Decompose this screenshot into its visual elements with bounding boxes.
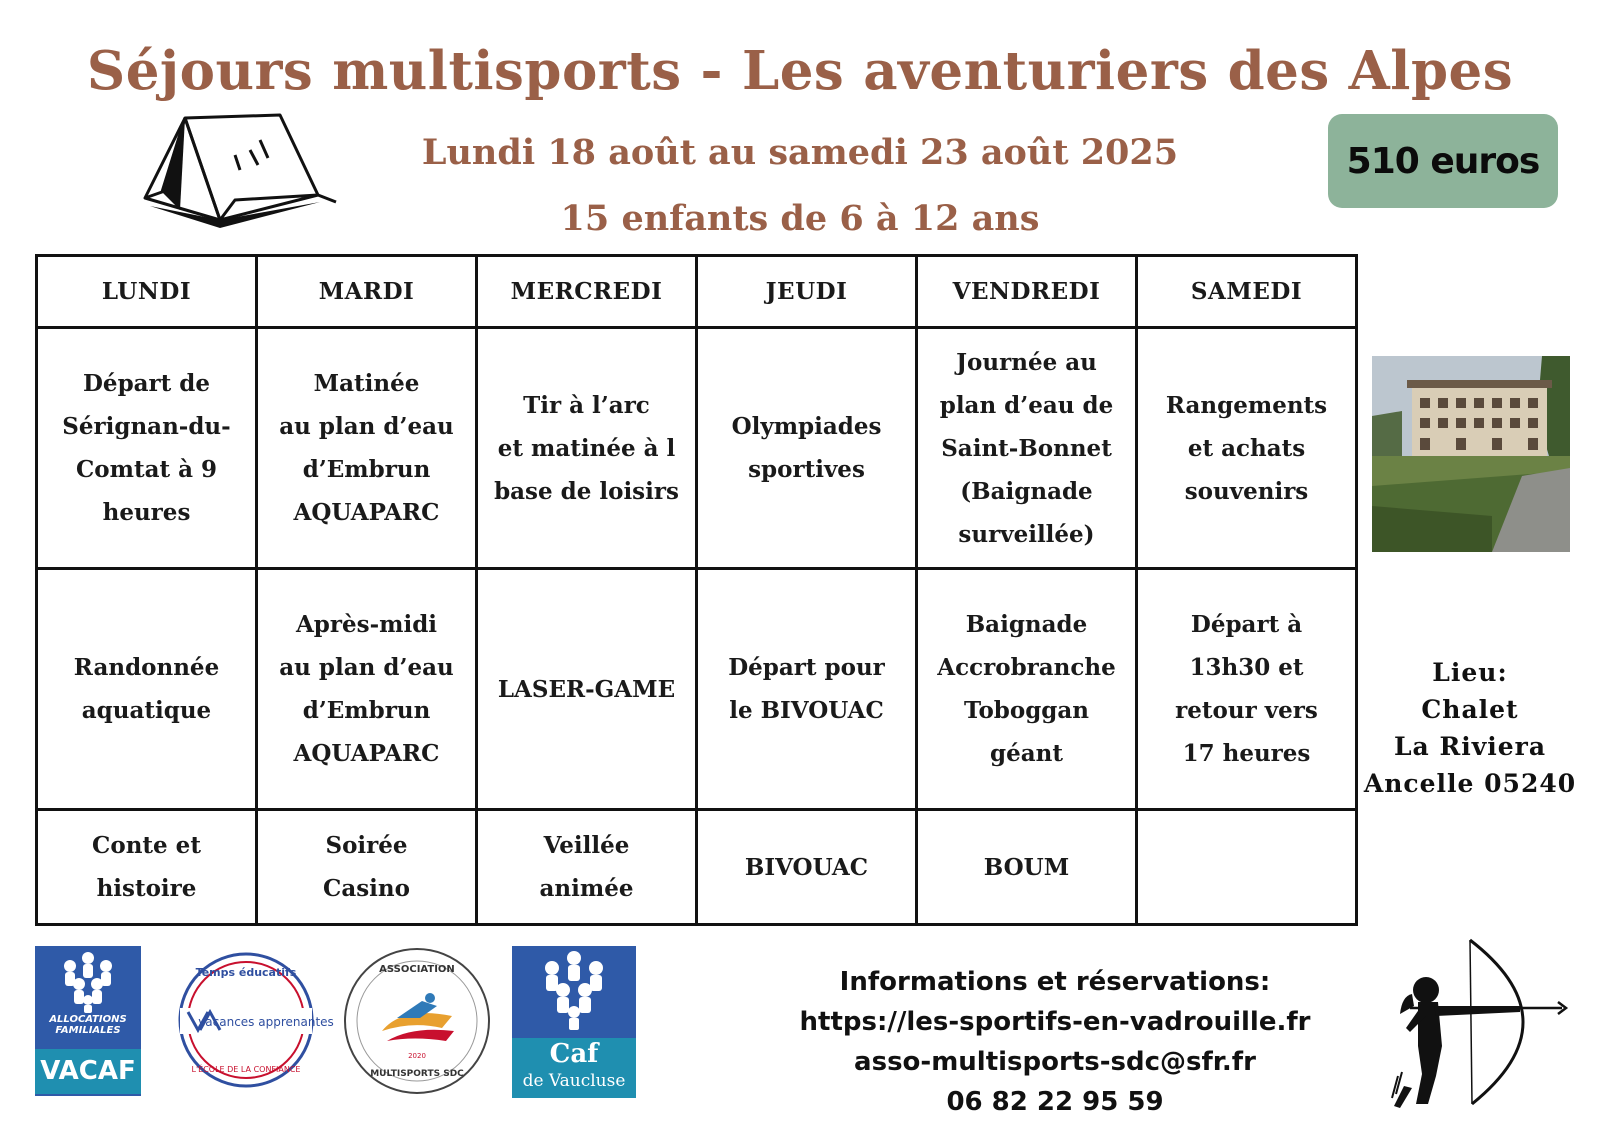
activity-cell: LASER-GAME: [477, 569, 697, 810]
location-line3: Ancelle 05240: [1363, 769, 1577, 798]
email-link[interactable]: asso-multisports-sdc@sfr.fr: [854, 1047, 1256, 1077]
chalet-photo: [1372, 356, 1570, 552]
activity-cell: Départ de Sérignan-du- Comtat à 9 heures: [37, 328, 257, 569]
phone-number: 06 82 22 95 59: [946, 1087, 1164, 1117]
contact-info: [770, 962, 1340, 1122]
day-header: MERCREDI: [477, 256, 697, 328]
caf-word: Caf: [549, 1039, 599, 1069]
asso-top-text: ASSOCIATION: [379, 964, 455, 975]
table-row: [37, 569, 1357, 810]
day-header: MARDI: [257, 256, 477, 328]
activity-cell: BOUM: [917, 810, 1137, 925]
schedule-header-row: [37, 256, 1357, 328]
activity-cell: Rangements et achats souvenirs: [1137, 328, 1357, 569]
day-header: JEUDI: [697, 256, 917, 328]
location-block: [1340, 654, 1600, 802]
activity-cell: Soirée Casino: [257, 810, 477, 925]
location-label: Lieu:: [1432, 658, 1508, 687]
day-header: SAMEDI: [1137, 256, 1357, 328]
page-title: Séjours multisports - Les aventuriers des Alpes: [86, 40, 1514, 102]
schedule-table: [35, 254, 1358, 926]
activity-cell: Olympiades sportives: [697, 328, 917, 569]
activity-cell: Veillée animée: [477, 810, 697, 925]
vacaf-word: VACAF: [35, 1049, 141, 1094]
website-link[interactable]: https://les-sportifs-en-vadrouille.fr: [799, 1007, 1311, 1037]
dates-subtitle: Lundi 18 août au samedi 23 août 2025: [421, 132, 1179, 173]
vacances-bottom-text: L'ÉCOLE DE LA CONFIANCE: [191, 1065, 301, 1074]
caf-subtitle: de Vaucluse: [522, 1071, 626, 1091]
activity-cell: Journée au plan d’eau de Saint-Bonnet (Baignade surveillée): [917, 328, 1137, 569]
vacaf-caption: ALLOCATIONS FAMILIALES: [49, 1014, 127, 1036]
asso-bottom-text: MULTISPORTS SDC: [370, 1069, 464, 1079]
activity-cell: Tir à l’arc et matinée à l base de loisirs: [477, 328, 697, 569]
location-line1: Chalet: [1421, 695, 1519, 724]
caf-figures-icon: [512, 946, 636, 1038]
kids-subtitle: 15 enfants de 6 à 12 ans: [560, 198, 1040, 239]
info-heading: Informations et réservations:: [839, 967, 1271, 997]
vacances-top-text: Temps éducatifs: [195, 966, 297, 979]
price-badge: 510 euros: [1328, 114, 1558, 208]
association-logo: [342, 946, 492, 1096]
activity-cell: Départ à 13h30 et retour vers 17 heures: [1137, 569, 1357, 810]
vacances-apprenantes-logo: [176, 946, 334, 1094]
activity-cell: Randonnée aquatique: [37, 569, 257, 810]
activity-cell: Conte et histoire: [37, 810, 257, 925]
asso-year-text: 2020: [408, 1052, 426, 1060]
table-row: [37, 810, 1357, 925]
tent-icon: [140, 110, 340, 235]
location-line2: La Riviera: [1393, 732, 1547, 761]
table-row: [37, 328, 1357, 569]
vacaf-logo: [35, 946, 141, 1096]
caf-vaucluse-logo: [512, 946, 636, 1098]
archer-icon: [1390, 936, 1570, 1111]
activity-cell: Baignade Accrobranche Toboggan géant: [917, 569, 1137, 810]
vacances-main-text: vacances apprenantes: [198, 1015, 334, 1029]
activity-cell: Départ pour le BIVOUAC: [697, 569, 917, 810]
activity-cell: [1137, 810, 1357, 925]
activity-cell: BIVOUAC: [697, 810, 917, 925]
day-header: LUNDI: [37, 256, 257, 328]
activity-cell: Après-midi au plan d’eau d’Embrun AQUAPARC: [257, 569, 477, 810]
day-header: VENDREDI: [917, 256, 1137, 328]
activity-cell: Matinée au plan d’eau d’Embrun AQUAPARC: [257, 328, 477, 569]
